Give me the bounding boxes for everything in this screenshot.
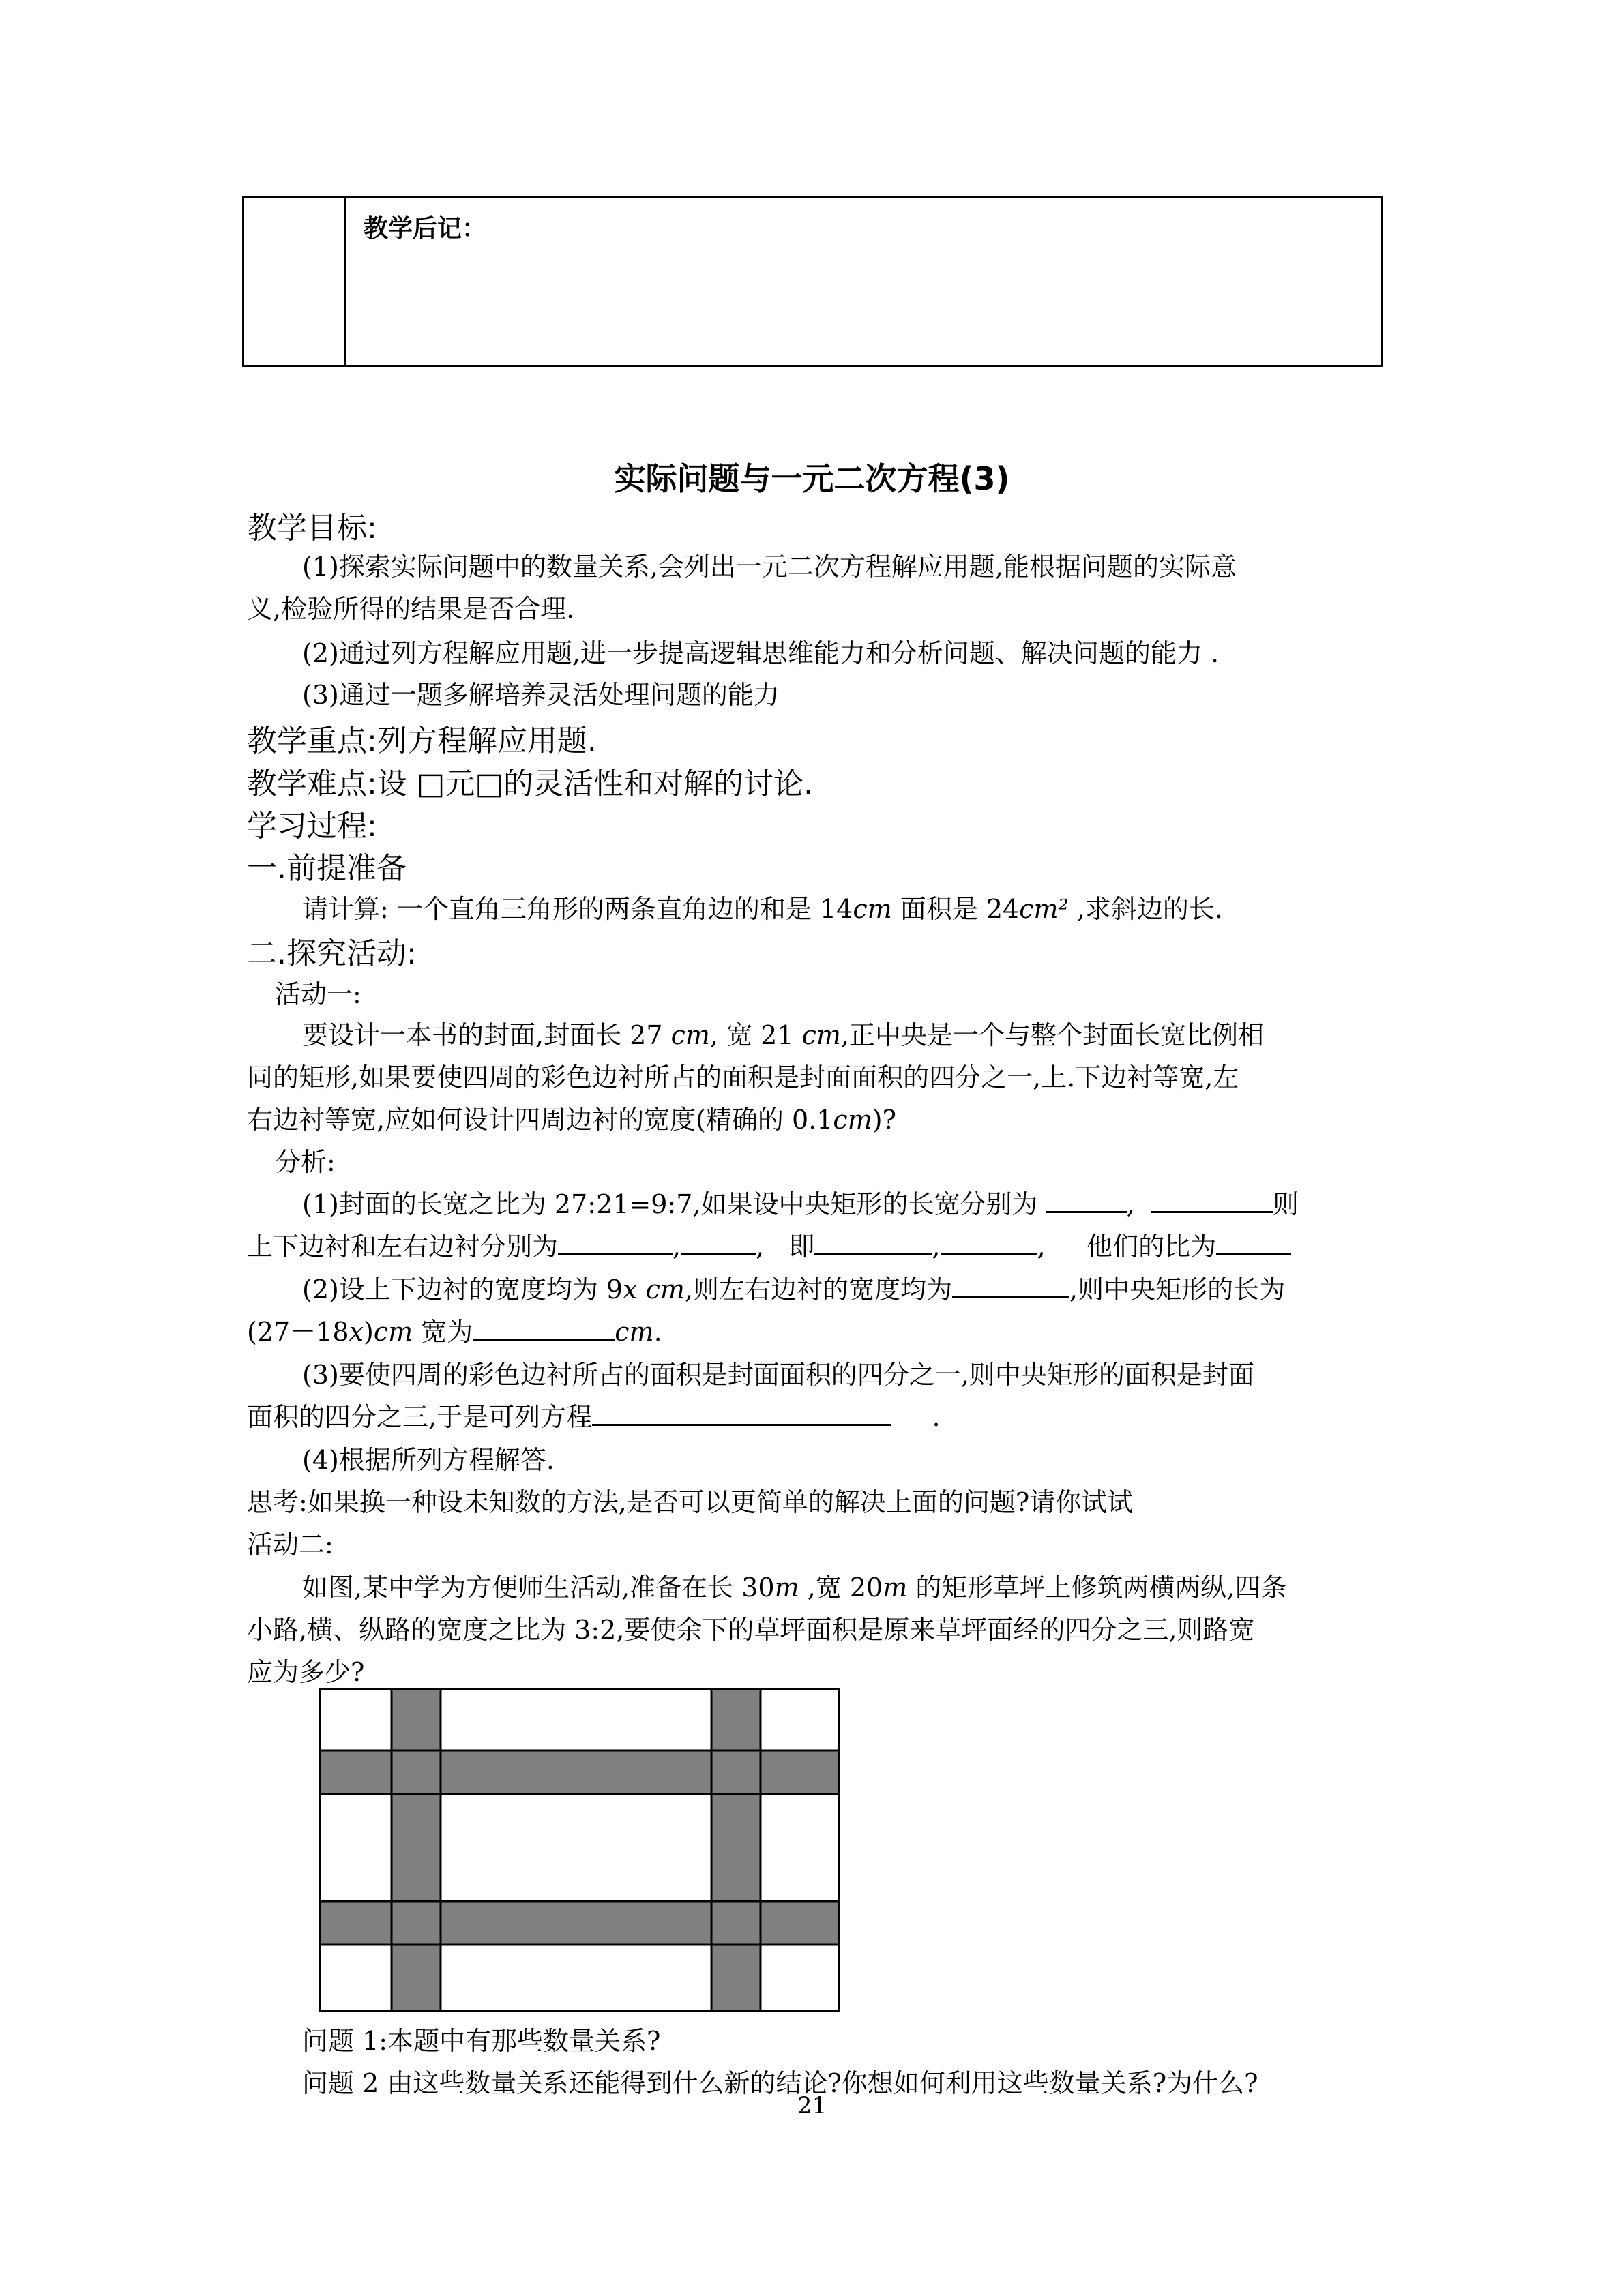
think-prompt: 思考:如果换一种设未知数的方法,是否可以更简单的解决上面的问题?请你试试 xyxy=(247,1487,1134,1517)
blank-top-bottom-border[interactable] xyxy=(558,1230,673,1255)
activity-1-cm-c: cm xyxy=(833,1105,872,1135)
section-1-unit-cm2: cm² xyxy=(1019,894,1069,924)
analysis-q2-text-e: ) xyxy=(363,1317,374,1347)
section-1-text-c: ,求斜边的长. xyxy=(1068,894,1223,924)
analysis-q2-cm2: cm xyxy=(373,1317,413,1347)
notes-table-left-cell xyxy=(244,198,346,365)
blank-side-border-width[interactable] xyxy=(952,1273,1069,1298)
key-point: 教学重点:列方程解应用题. xyxy=(247,724,597,758)
activity-1-line-1-c: ,正中央是一个与整个封面长宽比例相 xyxy=(840,1020,1265,1050)
blank-center-length[interactable] xyxy=(1046,1188,1127,1213)
activity-2-line-1 xyxy=(302,1566,1286,1604)
analysis-q2-cm3: cm xyxy=(615,1317,654,1347)
analysis-q2-text-d: (27－18 xyxy=(247,1317,349,1347)
analysis-q2-x: x xyxy=(623,1274,638,1304)
activity-2-text-c: 的矩形草坪上修筑两横两纵,四条 xyxy=(907,1572,1287,1602)
analysis-q3-line-1: (3)要使四周的彩色边衬所占的面积是封面面积的四分之一,则中央矩形的面积是封面 xyxy=(302,1360,1254,1390)
analysis-q2-line-1 xyxy=(302,1268,1285,1306)
objectives-heading: 教学目标: xyxy=(247,511,377,546)
blank-border-b[interactable] xyxy=(941,1230,1037,1255)
analysis-q1-line-2 xyxy=(247,1225,1291,1263)
analysis-label: 分析: xyxy=(275,1147,336,1177)
blank-center-width-expression[interactable] xyxy=(473,1315,615,1341)
analysis-q2-line-2 xyxy=(247,1311,662,1348)
lawn-road-diagram xyxy=(319,1688,840,2012)
activity-2-text-b: ,宽 20 xyxy=(799,1572,883,1602)
lawn-road-figure xyxy=(319,1688,840,2012)
analysis-q1-line-1 xyxy=(302,1183,1299,1221)
activity-2-text-a: 如图,某中学为方便师生活动,准备在长 30 xyxy=(302,1572,775,1602)
activity-1-line-1-b: , 宽 21 xyxy=(709,1020,802,1050)
analysis-q1-sep-b: , xyxy=(673,1232,681,1262)
analysis-q4: (4)根据所列方程解答. xyxy=(302,1445,555,1475)
analysis-q3-text-b: . xyxy=(932,1402,941,1432)
activity-2-m-b: m xyxy=(883,1572,908,1602)
analysis-q1-text-d: 即 xyxy=(788,1232,815,1262)
section-1-unit-cm: cm xyxy=(853,894,892,924)
difficulty: 教学难点:设 □元□的灵活性和对解的讨论. xyxy=(247,766,813,801)
objective-1-line-1: (1)探索实际问题中的数量关系,会列出一元二次方程解应用题,能根据问题的实际意 xyxy=(302,552,1237,582)
analysis-q1-sep-a: , xyxy=(1126,1189,1135,1219)
question-2: 问题 2 由这些数量关系还能得到什么新的结论?你想如何利用这些数量关系?为什么? xyxy=(302,2068,1258,2098)
section-1-heading: 一.前提准备 xyxy=(247,851,407,886)
activity-1-line-3 xyxy=(247,1099,896,1136)
analysis-q1-text-c: 上下边衬和左右边衬分别为 xyxy=(247,1232,559,1262)
analysis-q1-sep-d: , xyxy=(932,1232,941,1262)
analysis-q1-text-e: 他们的比为 xyxy=(1087,1232,1217,1262)
road-vertical-left xyxy=(392,1689,441,2012)
activity-1-line-1-a: 要设计一本书的封面,封面长 27 xyxy=(302,1020,671,1050)
analysis-q2-text-g: . xyxy=(653,1317,662,1347)
blank-equation[interactable] xyxy=(592,1401,891,1426)
teaching-notes-table xyxy=(242,196,1383,367)
analysis-q3-text-a: 面积的四分之三,于是可列方程 xyxy=(247,1402,593,1432)
activity-1-cm-b: cm xyxy=(801,1020,841,1050)
activity-2-line-2: 小路,横、纵路的宽度之比为 3:2,要使余下的草坪面积是原来草坪面经的四分之三,则路宽 xyxy=(247,1615,1255,1645)
objective-1-line-2: 义,检验所得的结果是否合理. xyxy=(247,594,575,624)
analysis-q1-sep-e: , xyxy=(1037,1232,1046,1262)
activity-1-line-3-b: )? xyxy=(872,1105,896,1135)
blank-center-width[interactable] xyxy=(1151,1188,1273,1213)
analysis-q2-x2: x xyxy=(349,1317,364,1347)
analysis-q3-line-2 xyxy=(247,1396,941,1433)
analysis-q2-cm: cm xyxy=(645,1274,685,1304)
analysis-q2-text-f: 宽为 xyxy=(413,1317,473,1347)
blank-left-right-border[interactable] xyxy=(681,1230,756,1255)
section-1-text-a: 请计算: 一个直角三角形的两条直角边的和是 14 xyxy=(302,894,853,924)
blank-border-a[interactable] xyxy=(814,1230,932,1255)
objective-2: (2)通过列方程解应用题,进一步提高逻辑思维能力和分析问题、解决问题的能力 . xyxy=(302,638,1220,668)
section-1-problem xyxy=(302,888,1223,925)
activity-2-label: 活动二: xyxy=(247,1530,334,1560)
activity-2-m-a: m xyxy=(774,1572,799,1602)
objective-3: (3)通过一题多解培养灵活处理问题的能力 xyxy=(302,680,780,710)
question-1: 问题 1:本题中有那些数量关系? xyxy=(302,2026,661,2056)
teaching-notes-label: 教学后记： xyxy=(364,215,487,243)
activity-1-line-3-a: 右边衬等宽,应如何设计四周边衬的宽度(精确的 0.1 xyxy=(247,1105,833,1135)
analysis-q1-text-b: 则 xyxy=(1272,1189,1299,1219)
process-heading: 学习过程: xyxy=(247,809,377,844)
page-title: 实际问题与一元二次方程(3) xyxy=(614,460,1010,497)
road-vertical-right xyxy=(711,1689,761,2012)
activity-1-line-1 xyxy=(302,1014,1264,1052)
section-2-heading: 二.探究活动: xyxy=(247,936,417,971)
analysis-q2-text-c: ,则中央矩形的长为 xyxy=(1069,1274,1286,1304)
analysis-q1-sep-c: , xyxy=(756,1232,765,1262)
page-number: 21 xyxy=(797,2092,827,2119)
section-1-text-b: 面积是 24 xyxy=(891,894,1020,924)
analysis-q2-text-b: ,则左右边衬的宽度均为 xyxy=(684,1274,953,1304)
activity-1-label: 活动一: xyxy=(275,979,361,1009)
blank-ratio[interactable] xyxy=(1216,1230,1291,1255)
activity-1-cm-a: cm xyxy=(670,1020,710,1050)
activity-2-line-3: 应为多少? xyxy=(247,1657,365,1687)
analysis-q1-text-a: (1)封面的长宽之比为 27:21=9:7,如果设中央矩形的长宽分别为 xyxy=(302,1189,1046,1219)
analysis-q2-text-a: (2)设上下边衬的宽度均为 9 xyxy=(302,1274,623,1304)
activity-1-line-2: 同的矩形,如果要使四周的彩色边衬所占的面积是封面面积的四分之一,上.下边衬等宽,左 xyxy=(247,1062,1239,1092)
